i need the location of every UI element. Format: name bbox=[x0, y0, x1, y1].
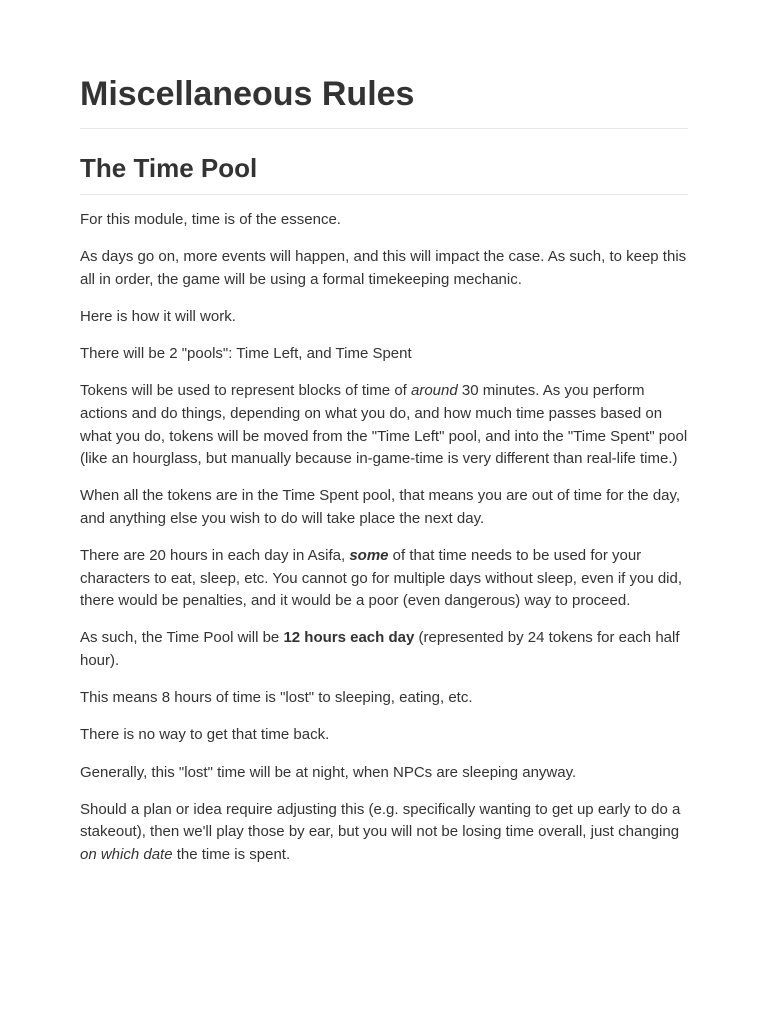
paragraph: When all the tokens are in the Time Spent pool, that means you are out of time for the day, and anything else you wish to do will take place the next day. bbox=[80, 487, 681, 527]
paragraph: There will be 2 "pools": Time Left, and Time Spent bbox=[80, 345, 412, 363]
emphasis-text: some bbox=[349, 547, 389, 565]
paragraph bbox=[80, 799, 688, 867]
paragraph-text: of that time needs to be used for your characters to eat, sleep, etc. You cannot go for multiple days without sleep, even if you did, there would be penalties, and it would be a poor (even dangerous) way to proceed. bbox=[80, 547, 683, 610]
paragraph bbox=[80, 380, 688, 470]
paragraph-text: Tokens will be used to represent blocks of time of bbox=[80, 382, 411, 400]
bold-text: 12 hours each day bbox=[283, 629, 415, 647]
paragraph: Generally, this "lost" time will be at night, when NPCs are sleeping anyway. bbox=[80, 763, 577, 781]
paragraph-text: Should a plan or idea require adjusting this (e.g. specifically wanting to get up early to do a stakeout), then we'll play those by ear, but you will not be losing time overall, just changing bbox=[80, 800, 681, 841]
paragraph-text: 30 minutes. As you perform actions and do things, depending on what you do, and how much time passes based on what you do, tokens will be moved from the "Time Left" pool, and into the "Time Spent" pool (like an hourglass, but manually because in-game-time is very different than real-life time.) bbox=[80, 382, 688, 468]
paragraph bbox=[80, 627, 688, 672]
bold-italic-text bbox=[349, 547, 388, 564]
section-heading: The Time Pool bbox=[80, 151, 688, 195]
document-body bbox=[80, 209, 688, 867]
paragraph-text: the time is spent. bbox=[172, 846, 291, 863]
paragraph: As days go on, more events will happen, and this will impact the case. As such, to keep this all in order, the game will be using a formal timekeeping mechanic. bbox=[80, 248, 687, 288]
paragraph: Here is how it will work. bbox=[80, 307, 236, 325]
paragraph-text: As such, the Time Pool will be bbox=[80, 629, 284, 647]
paragraph bbox=[80, 545, 688, 613]
paragraph: For this module, time is of the essence. bbox=[80, 211, 341, 228]
page-title: Miscellaneous Rules bbox=[80, 72, 688, 129]
paragraph-text: (represented by 24 tokens for each half hour). bbox=[80, 629, 680, 670]
paragraph-text: There are 20 hours in each day in Asifa, bbox=[80, 547, 350, 565]
paragraph: This means 8 hours of time is "lost" to sleeping, eating, etc. bbox=[80, 689, 473, 707]
paragraph: There is no way to get that time back. bbox=[80, 726, 330, 744]
emphasis-text: on which date bbox=[80, 846, 173, 863]
emphasis-text: around bbox=[411, 382, 458, 400]
